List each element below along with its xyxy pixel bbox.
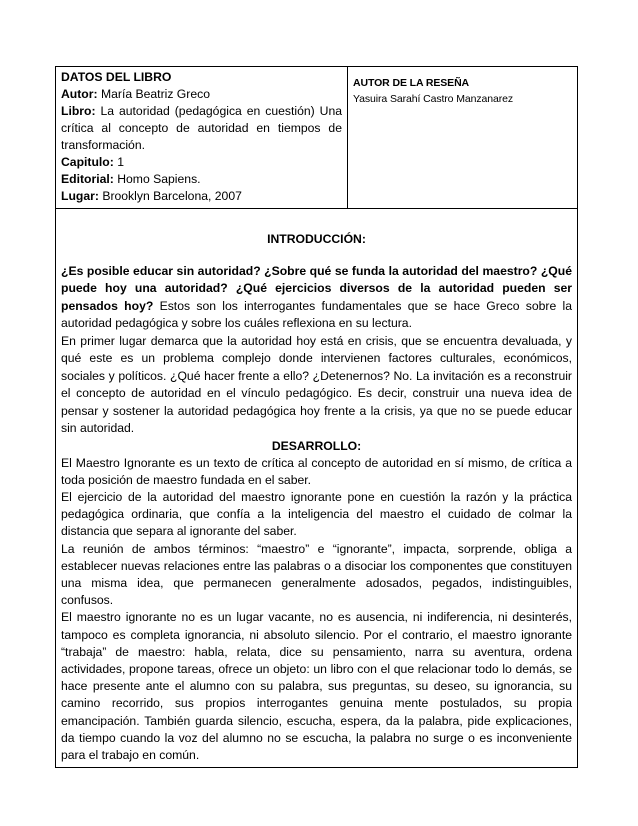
development-title: DESARROLLO: xyxy=(271,438,362,453)
book-publisher-value: Homo Sapiens. xyxy=(117,172,201,186)
introduction-paragraph-1-rest: Estos son los interrogantes fundamentales que se hace Greco sobre la autoridad pedagógica y sobre los cuáles reflexiona en su lectura. xyxy=(61,298,573,331)
book-title-label: Libro: xyxy=(61,104,96,118)
book-place-value: Brooklyn Barcelona, 2007 xyxy=(102,189,242,203)
development-paragraph: El Maestro Ignorante es un texto de crítica al concepto de autoridad en sí mismo, de crítica a toda posición de maestro fundada en el saber. xyxy=(61,455,572,487)
book-publisher-line xyxy=(61,171,342,188)
introduction-title: INTRODUCCIÓN: xyxy=(267,232,366,246)
introduction-paragraph-1 xyxy=(61,263,572,333)
book-place-label: Lugar: xyxy=(61,189,99,203)
book-data-header: DATOS DEL LIBRO xyxy=(61,70,172,84)
review-body-cell xyxy=(56,209,578,768)
book-chapter-label: Capitulo: xyxy=(61,155,114,169)
book-author-line xyxy=(61,86,342,103)
book-data-cell xyxy=(56,67,348,209)
development-paragraph: El maestro ignorante no es un lugar vacante, no es ausencia, ni indiferencia, ni desinterés, tampoco es completa ignorancia, ni absoluto silencio. Por el contrario, el maestro ignorante “trabaja” de maestro: habla, relata, dice su pensamiento, narra su aventura, ordena actividades, propone tareas, ofrece un objeto: un libro con el que relacionar todo lo demás, se hace presente ante el alumno con su palabra, sus preguntas, su deseo, su ignorancia, su camino recorrido, sus propios interrogantes genuina mente postulados, su propia emancipación. También guarda silencio, escucha, espera, da la palabra, pide explicaciones, da tiempo cuando la voz del alumno no se escucha, la palabra no surge o es inconveniente para el trabajo en común. xyxy=(61,610,572,762)
book-author-value: María Beatriz Greco xyxy=(100,87,210,101)
review-author-name: Yasuira Sarahí Castro Manzanarez xyxy=(353,93,514,105)
book-place-line xyxy=(61,188,342,205)
development-paragraph: La reunión de ambos términos: “maestro” e “ignorante”, impacta, sorprende, obliga a establecer nuevas relaciones entre las palabras o a disociar los componentes que constituyen una misma idea, que permanecen generalmente adosados, pegados, indistinguibles, confusos. xyxy=(61,541,572,608)
review-table xyxy=(55,66,578,768)
book-chapter-line xyxy=(61,154,342,171)
development-paragraph: El ejercicio de la autoridad del maestro ignorante pone en cuestión la razón y la práctica pedagógica ordinaria, que confía a la inteligencia del maestro el cuidado de colmar la distancia que separa al ignorante del saber. xyxy=(61,489,572,539)
introduction-paragraph-2: En primer lugar demarca que la autoridad hoy está en crisis, que se encuentra devaluada, y qué este es un problema complejo donde intervienen factores culturales, económicos, sociales y políticos. ¿Qué hacer frente a ello? ¿Detenernos? No. La invitación es a reconstruir el concepto de autoridad en el vínculo pedagógico. Es decir, construir una nueva idea de pensar y sostener la autoridad pedagógica hoy frente a la crisis, ya que no se puede educar sin autoridad. xyxy=(61,333,572,436)
book-title-line xyxy=(61,103,342,154)
review-document xyxy=(55,66,577,768)
introduction-questions: ¿Es posible educar sin autoridad? ¿Sobre qué se funda la autoridad del maestro? ¿Qué puede hoy una autoridad? ¿Qué ejercicios diversos de la autoridad pueden ser pensados hoy? xyxy=(61,264,572,313)
book-author-label: Autor: xyxy=(61,87,98,101)
book-chapter-value: 1 xyxy=(117,155,124,169)
review-author-cell xyxy=(348,67,578,209)
book-title-value: La autoridad (pedagógica en cuestión) Una crítica al concepto de autoridad en tiempos de transformación. xyxy=(61,104,343,152)
book-publisher-label: Editorial: xyxy=(61,172,114,186)
review-author-header: AUTOR DE LA RESEÑA xyxy=(353,77,470,89)
